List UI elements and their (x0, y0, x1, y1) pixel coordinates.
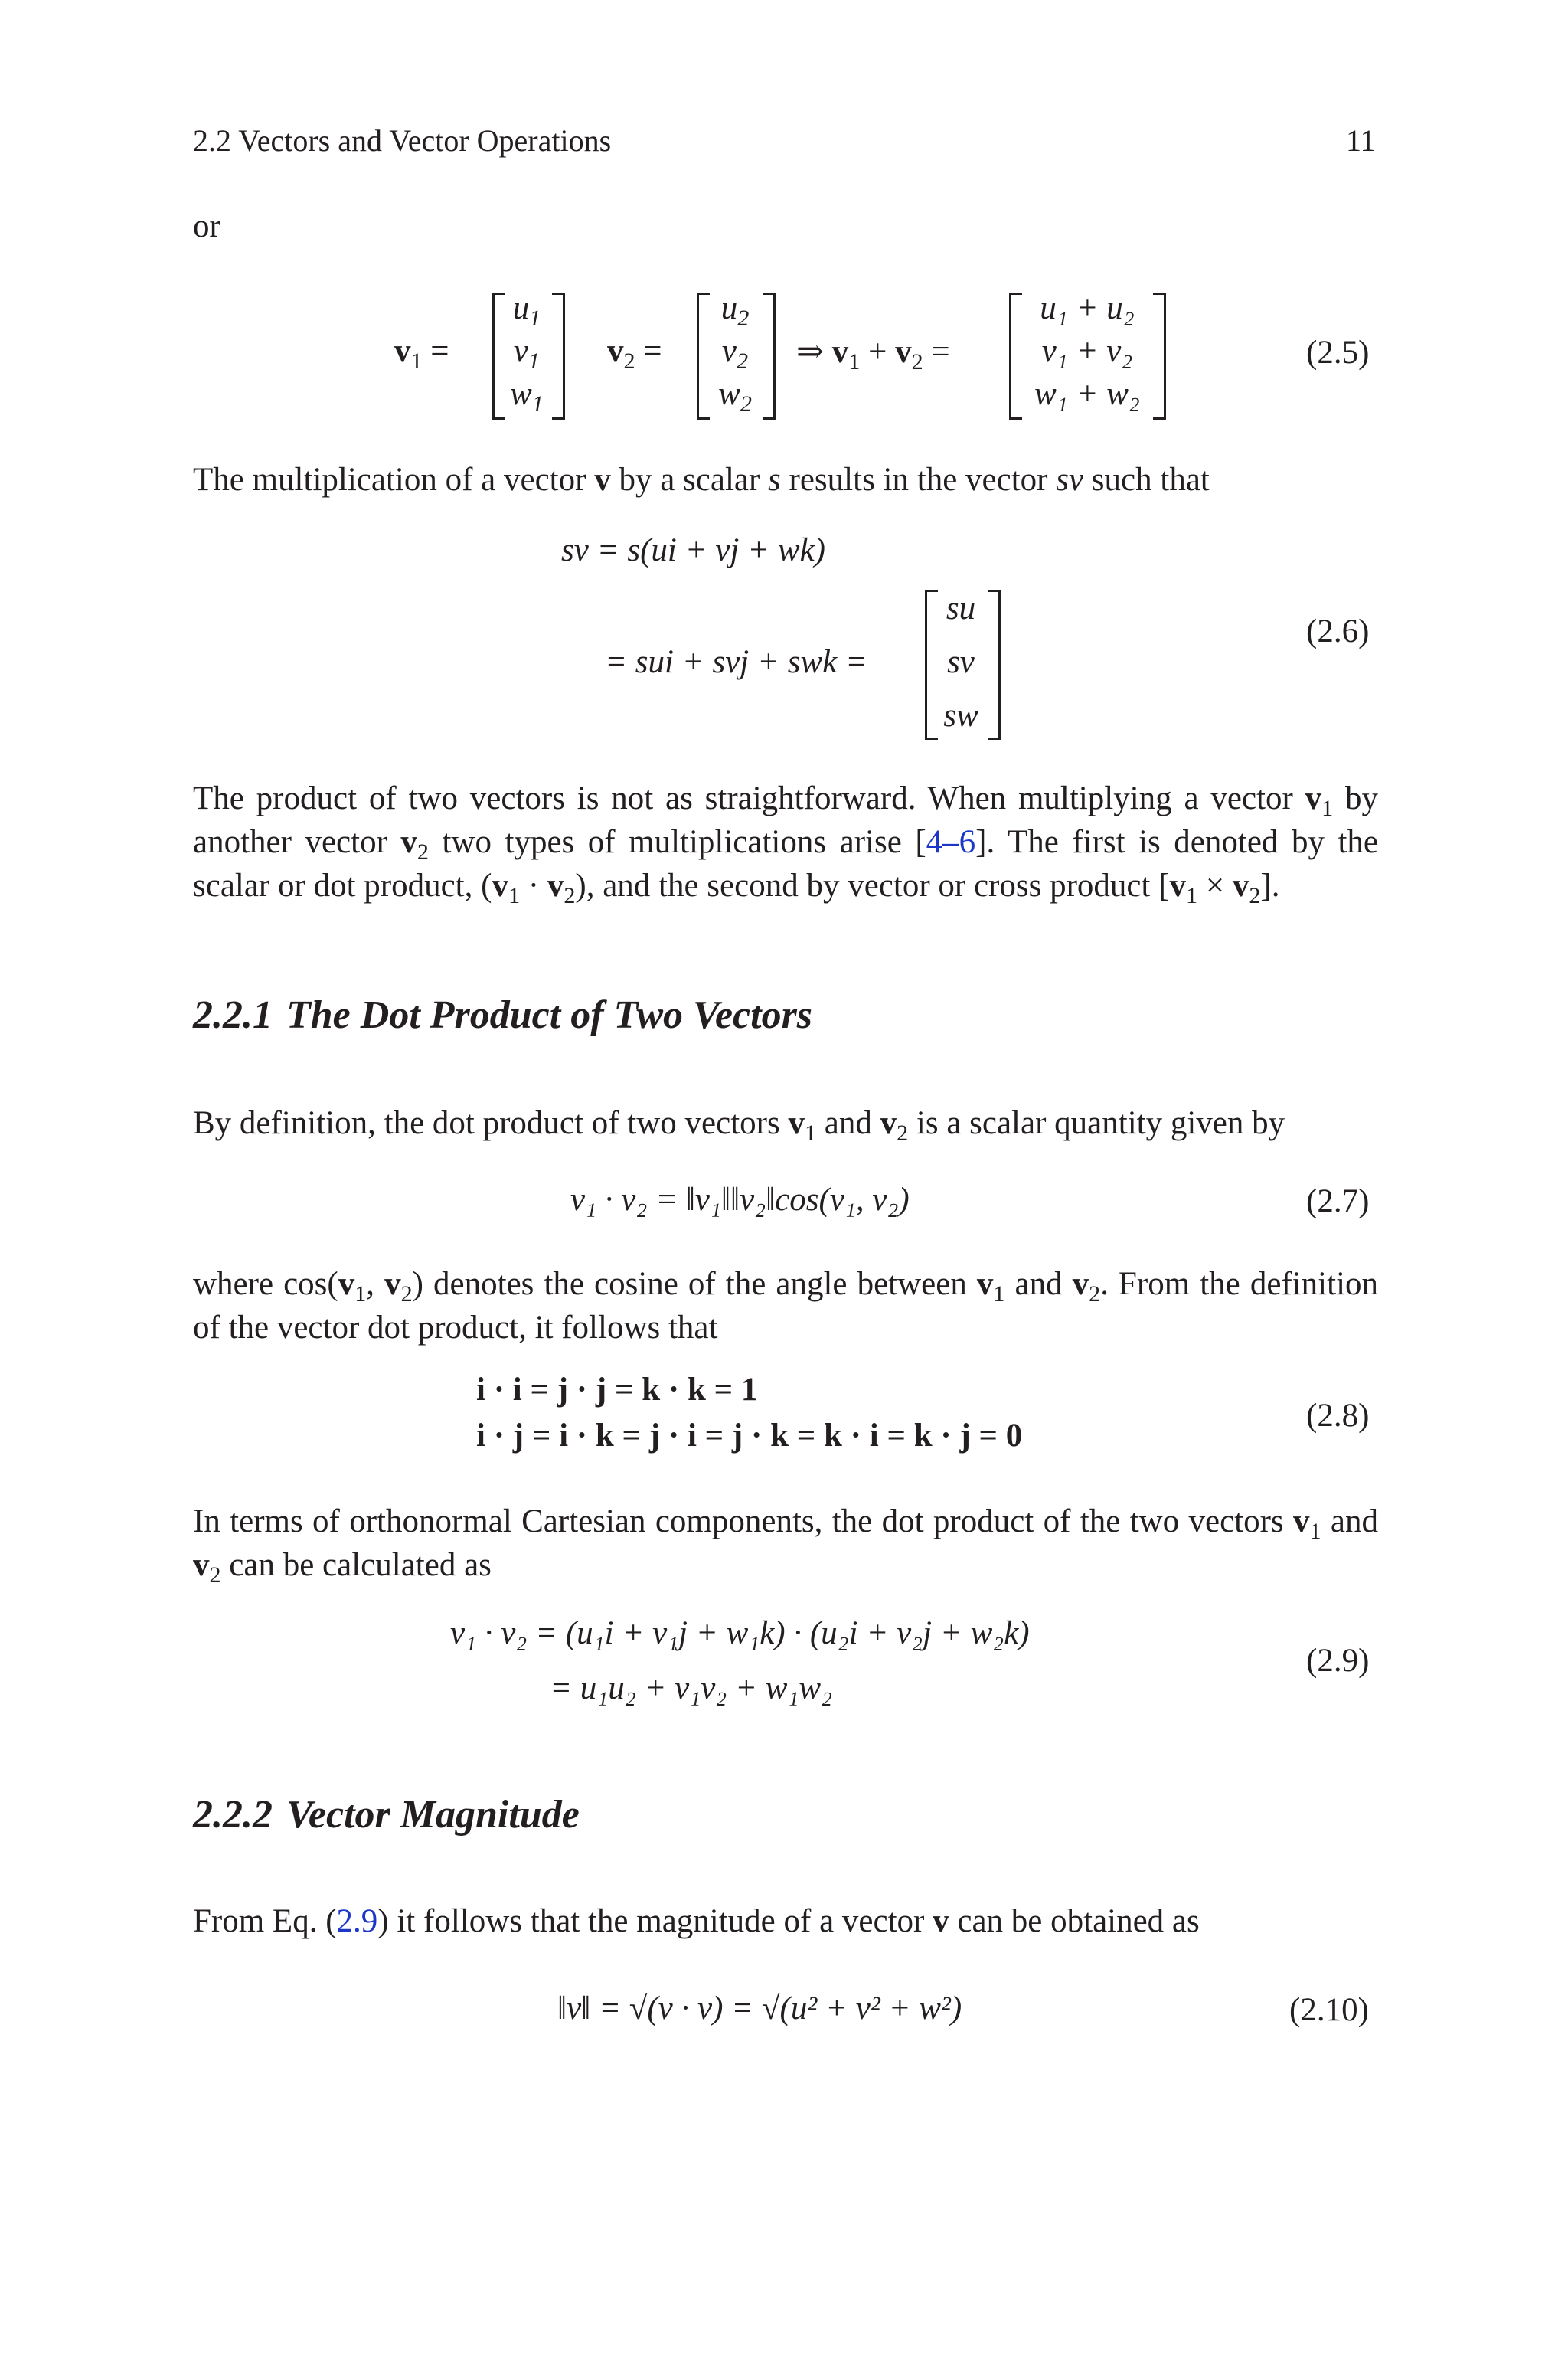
citation-link[interactable]: 4–6 (926, 824, 976, 860)
eq2-5-number: (2.5) (1306, 335, 1370, 371)
section-heading-2-2-1: 2.2.1 The Dot Product of Two Vectors (193, 993, 813, 1037)
eq2-6-line1: sv = s(ui + vj + wk) (561, 532, 825, 568)
eq2-5-v1-u: $u_1$ (512, 290, 541, 332)
eq2-5-v1-w: $w_1$ (510, 376, 544, 417)
eq2-5-sum-row1: u₁ + u₂ (1040, 290, 1135, 326)
eq2-5-v1-right-bracket (552, 293, 565, 420)
eq2-5-v2-u: $u_2$ (720, 290, 750, 332)
eq2-6-vec-sv: sv (947, 644, 975, 680)
para-orthonormal: In terms of orthonormal Cartesian components, the dot product of the two vectors $v_1$ and $v_2$ can be calculated as (193, 1503, 1378, 1588)
eq2-5-v1-v: $v_1$ (513, 333, 541, 375)
section-heading-2-2-2: 2.2.2 Vector Magnitude (193, 1793, 580, 1837)
eq2-10-number: (2.10) (1289, 1992, 1369, 2028)
eq2-6-right-bracket (988, 590, 1001, 740)
para-magnitude: From Eq. (2.9) it follows that the magnitude of a vector v can be obtained as (193, 1903, 1200, 1939)
eq2-6-line2: = sui + svj + swk = (605, 644, 868, 680)
para-cosine: where $\cos(v_1$, $v_2$) denotes the cosine of the angle between $v_1$ and $v_2$. From the definition of the vector dot product, it follows that (193, 1266, 1379, 1346)
eq2-5-v2-left-bracket (697, 293, 710, 420)
page-number: 11 (1346, 123, 1376, 158)
eq2-10-body: ‖v‖ = √(v · v) = √(u² + v² + w²) (557, 1990, 962, 2026)
eq2-6-vec-su: su (946, 590, 976, 626)
text-or: or (193, 208, 220, 244)
eq2-7-number: (2.7) (1306, 1183, 1370, 1219)
eq2-5-sum-left-bracket (1009, 293, 1022, 420)
eq2-5-v2-right-bracket (763, 293, 776, 420)
eq2-9-line1: v₁ · v₂ = (u₁i + v₁j + w₁k) · (u₂i + v₂j + w₂k) (450, 1615, 1030, 1651)
eq2-5-sum-row2: v₁ + v₂ (1041, 333, 1133, 369)
para-vector-product: The product of two vectors is not as straightforward. When multiplying a vector $v_1$ by another vector $v_2$ two types of multiplications arise [4–6]. The first is denoted by the scalar or dot product, $(v_1 \cdot v_2)$, and the second by vector or cross product $[v_1 \times v_2]$. (193, 780, 1378, 909)
eq2-9-number: (2.9) (1306, 1643, 1370, 1679)
eq2-8-line1: i · i = j · j = k · k = 1 (476, 1372, 758, 1408)
running-header-section: 2.2 Vectors and Vector Operations (193, 123, 612, 158)
eq2-5-v2-label: $v_2$ = (607, 333, 662, 375)
equation-reference-link[interactable]: 2.9 (336, 1903, 378, 1939)
eq2-7-body: v₁ · v₂ = ‖v₁‖‖v₂‖cos(v₁, v₂) (570, 1182, 910, 1218)
eq2-5-sum-row3: w₁ + w₂ (1034, 376, 1140, 412)
para-scalar-multiplication: The multiplication of a vector v by a scalar s results in the vector sv such that (193, 462, 1210, 498)
eq2-6-number: (2.6) (1306, 613, 1370, 649)
eq2-5-v2-w: $w_2$ (718, 376, 752, 417)
eq2-5-v1-label: $v_1$ = (394, 333, 449, 375)
eq2-8-line2: i · j = i · k = j · i = j · k = k · i = k · j = 0 (476, 1418, 1023, 1454)
eq2-5-sum-label: ⇒ $v_1 + v_2$ = (796, 334, 950, 375)
para-dot-definition: By definition, the dot product of two vectors $v_1$ and $v_2$ is a scalar quantity given by (193, 1105, 1285, 1146)
eq2-9-line2: = u₁u₂ + v₁v₂ + w₁w₂ (550, 1670, 833, 1706)
eq2-8-number: (2.8) (1306, 1398, 1370, 1434)
eq2-5-sum-right-bracket (1153, 293, 1166, 420)
eq2-6-vec-sw: sw (943, 698, 978, 734)
eq2-5-v2-v: $v_2$ (721, 333, 749, 375)
